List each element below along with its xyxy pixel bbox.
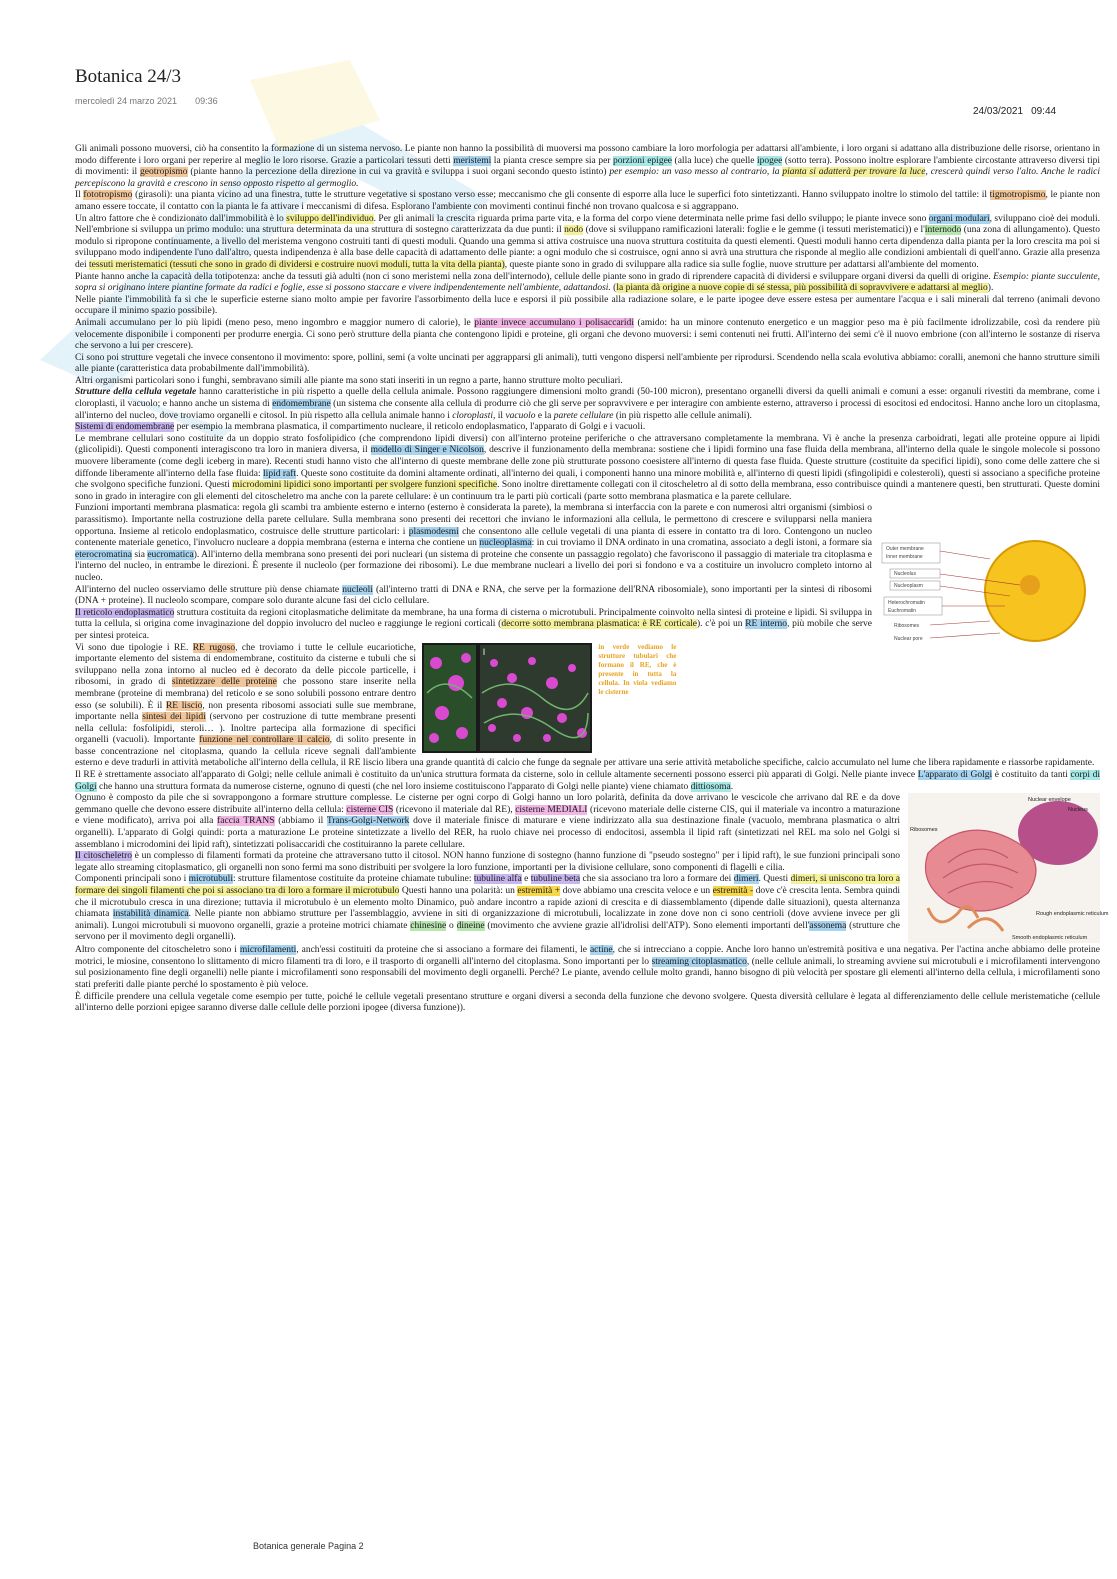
golgi-label-ser: Smooth endoplasmic reticulum: [1012, 935, 1088, 942]
created-date: mercoledì 24 marzo 2021: [75, 96, 178, 106]
paragraph: Altro componente del citoscheletro sono i microfilamenti, anch'essi costituiti da proteine che si associano a formare dei filamenti, le actine, che si intrecciano a coppie. Anche loro hanno un'estremità positiva e una negativa. Per l'actina anche abbiamo delle proteine motrici, le miosine, consentono lo slittamento di micro filamenti tra di loro, e il trasporto di organelli all'interno del citoplasma. Sono importanti per lo streaming citoplasmatico, (nelle cellule animali, lo streaming avviene sui microtubuli e i microfilamenti intervengono sul posizionamento fine degli organelli) nelle piante i microfilamenti sono responsabili del movimento degli organelli. Perché? Le piante, avendo cellule molto grandi, hanno bisogno di più velocità per spostare gli elementi all'interno della cellula, i microfilamenti sono stati preferiti dalle piante perché lo spostamento è più veloce.: [75, 945, 1100, 991]
created-timestamp: [75, 96, 218, 106]
cell-label-eu: Euchromatin: [888, 608, 917, 615]
paragraph: Vi sono due tipologie i RE. RE rugoso, che troviamo i tutte le cellule eucariotiche, importante elemento del sistema di endomembrane, costituito da cisterne e tubuli che si sviluppano nella zona intorno al nucleo ed è decorato da delle piccole particelle, i ribosomi, in grado di sintetizzare delle proteine che possono stare inserite nella membrane (proteine di membrana) del reticolo e se sono solubili possono entrare dentro esso (se solubili). È il RE liscio, non presenta ribosomi associati sulle sue membrane, importante nella sintesi dei lipidi (servono per costruzione di tutte membrane presenti nella cellula: fosfolipidi, steroli… ). Inoltre partecipa alla formazione di specifici organelli (vacuoli). Importante funzione nel controllare il calcio, di solito presente in basse concentrazione nel citoplasma, quando la cellula riceve segnali dall'ambiente esterno e deve tradurli in attività metaboliche all'interno della cellula, il RE liscio libera una grande quantità di calcio che funge da segnale per attivare una serie attività metaboliche specifiche, calcio accumulato nel lume che libera rapidamente e riassorbe rapidamente.: [75, 642, 1095, 769]
paragraph: È difficile prendere una cellula vegetale come esempio per tutte, poiché le cellule vegetali presentano strutture e organi diversi a seconda della funzione che devono svolgere. Questa diversità cellulare è legata al differenziamento delle cellule meristematiche (cellule all'interno delle porzioni epigee saranno diverse dalle cellule delle porzioni ipogee (diversa funzione)).: [75, 991, 1100, 1014]
paragraph: Strutture della cellula vegetale hanno caratteristiche in più rispetto a quelle della cellula animale. Possono raggiungere dimensioni molto grandi (50-100 micron), presentano organelli diversi da quelli animali e comuni a esse: organuli rivestiti da membrane, come i cloroplasti, il vacuolo; e hanno anche un sistema di endomembrane (un sistema che consente alla cellula di produrre ciò che gli serve per sopravvivere e per interagire con ambiente esterno, attraverso i processi di esocitosi ed endocitosi. Hanno anche loro un citoplasma, all'interno del nucleo, dove troviamo organelli e citosol. In più rispetto alla cellula animale hanno i cloroplasti, il vacuolo e la parete cellulare (in più rispetto alle cellule animali).: [75, 387, 1100, 421]
golgi-label-ribosomes: Ribosomes: [910, 827, 938, 834]
paragraph: Ognuno è composto da pile che si sovrappongono a formare strutture complesse. Le cisterne per ogni corpo di Golgi hanno un loro polarità, definita da dove arrivano le vescicole che arrivano dal RE e da dove gemmano quelle che devono essere distribuite all'interno della cellula: cisterne CIS (ricevono il materiale dal RE), cisterne MEDIALI (ricevono materiale delle cisterne CIS, qui il materiale va incontro a maturazione e viene modificato), arriva poi alla faccia TRANS (abbiamo il Trans-Golgi-Network dove il materiale finisce di maturare e viene indirizzato alla sua destinazione finale (vacuolo, membrana plasmatica o altri organelli). L'apparato di Golgi quindi: porta a maturazione Le proteine sintetizzate a livello del RER, ha ruolo chiave nei processo di endocitosi, assembla il lipid raft (sintetizzati nel REL ma solo nel Golgi si assemblano i microdomini dei lipid raft), sintetizzati polisaccaridi che costituiranno la parete cellulare.: [75, 793, 901, 850]
paragraph: Le membrane cellulari sono costituite da un doppio strato fosfolipidico (che comprendono lipidi diversi) con all'interno proteine periferiche o che attraversano completamente la membrana. Vi è anche la presenza carboidrati, legati alle proteine oppure ai lipidi (glicolipidi). Questi componenti interagiscono tra loro in maniera diversa, il modello di Singer e Nicolson, descrive il funzionamento della membrana: sostiene che i lipidi formino una fase fluida della membrana, all'interno della quale le singole molecole si possono muovere liberamente (come degli iceberg in mare). Recenti studi hanno visto che all'interno di queste membrane delle zone più strutturate possono coesistere all'interno di questa fase fluida. Queste strutture (costituite da specifici lipidi), sono come delle zattere che si diffonde liberamente all'interno della fase fluida: lipid raft. Queste sono costituite da domini altamente ordinati, all'interno dei quali, i componenti hanno una minore mobilità e, all'interno di questi lipidi (sfingolipidi e colesteroli), questi si associano a specifiche proteine che svolgono specifiche funzioni. Questi microdomini lipidici sono importanti per svolgere funzioni specifiche. Sono inoltre direttamente collegati con il citoscheletro al di sotto della membrana, esso contribuisce quindi a mantenere questi, ben strutturati. Queste domini sono in grado in interagire con gli elementi del citoscheletro ma anche con la parete cellulare: è un continuum tra le parti più corticali (parte sotto membrana plasmatica e la parete cellulare.: [75, 433, 1100, 502]
page-footer: Botanica generale Pagina 2: [253, 1541, 364, 1551]
paragraph: Un altro fattore che è condizionato dall'immobilità è lo sviluppo dell'individuo. Per gli animali la crescita riguarda prima parte vita, e la forma del corpo viene determinata nelle prime fasi dello sviluppo; le piante invece sono organi modulari, sviluppano cioè dei moduli. Nell'embrione si sviluppa un primo modulo: una struttura determinata da una struttura di sostegno caratterizzata da due punti: il nodo (dove si sviluppano ramificazioni laterali: foglie e le gemme (i tessuti meristematici)) e l'internodo (una zona di allungamento). Questo modulo si ripropone continuamente, a livello del meristema vengono costruiti tanti di questi moduli. Quando una gemma si attiva costruisce una nuova struttura costituita da questi elementi. Questi moduli hanno certa dipendenza dalla pianta per la loro crescita ma poi si sviluppano modo indipendente l'uno dall'altro, questa indipendenza è alla base delle capacità di adattamento delle piante: a ogni modulo che si costruisce, ogni anno si avrà una struttura che risponde al meglio alle condizioni ambientali di quell'anno. Grazie alla presenza dei tessuti meristematici (tessuti che sono in grado di dividersi e costruire nuovi moduli, tutta la vita della pianta), queste piante sono in grado di sviluppare alla radice sia sulle foglie, nuove strutture per adattarsi all'ambiente del momento.: [75, 213, 1100, 270]
nucleus-diagram: [880, 541, 1100, 645]
page-title: Botanica 24/3: [75, 66, 182, 87]
cell-label-ribosomes: Ribosomes: [894, 623, 920, 630]
section-golgi: [75, 793, 1109, 945]
cell-label-nucleoplasm: Nucleoplasm: [894, 583, 923, 590]
paragraph: Il fototropismo (girasoli): una pianta vicino ad una finestra, tutte le strutture vegetative si spostano verso esse; meccanismo che gli consente di esporre alla luce le superfici foto sintetizzanti. Hanno sviluppato inoltre lo stimolo del tattile: il tigmotropismo, le piante non amano essere toccate, il contatto con la pianta le fa attivare i meccanismi di difesa. Esplorano l'ambiente con movimenti continui finché non trovano qualcosa e si aggrappano.: [75, 190, 1100, 212]
paragraph: Gli animali possono muoversi, ciò ha consentito la formazione di un sistema nervoso. Le piante non hanno la possibilità di muoversi ma possono cambiare la loro morfologia per adattarsi all'ambiente, i loro organi si adattano alla distribuzione delle risorse, orientano in modo differente i loro organi per reperire al meglio le loro risorse. Grazie a particolari tessuti detti meristemi la pianta cresce sempre sia per porzioni epigee (alla luce) che quelle ipogee (sotto terra). Possono inoltre esplorare l'ambiente circostante attraverso diversi tipi di movimenti: il geotropismo (piante hanno la percezione della direzione in cui va gravità e sviluppa i suoi organi secondo questo istinto) per esempio: un vaso messo al contrario, la pianta si adatterà per trovare la luce, crescerà quindi verso l'alto. Anche le radici percepiscono la gravità e crescono in senso opposto rispetto al germoglio.: [75, 144, 1101, 189]
paragraph: Nelle piante l'immobilità fa sì che le superficie esterne siano molto ampie per favorire l'assorbimento della luce e esporsi il più possibile alla radiazione solare, e le parte ipogee deve essere estesa per aumentare l'acqua e i sali minerali dal terreno (animali devono occupare il minimo spazio possibile).: [75, 294, 1100, 317]
modified-time: 09:44: [1031, 106, 1057, 117]
golgi-label-envelope: Nuclear envelope: [1028, 797, 1071, 804]
paragraph: Il reticolo endoplasmatico struttura costituita da regioni citoplasmatiche delimitate da membrane, ha una forma di cisterna o microtubuli. Principalmente coinvolto nella sintesi di proteine e lipidi. Si sviluppa in tutta la cellula, si origina come invaginazione del doppio involucro del nucleo e raggiunge le regioni corticali (decorre sotto membrana plasmatica: è RE corticale). c'è poi un RE interno, più mobile che serve per sintesi proteica.: [75, 607, 872, 641]
golgi-label-nucleus: Nucleus: [1068, 807, 1088, 814]
modified-timestamp: [973, 106, 1056, 117]
paragraph: Funzioni importanti membrana plasmatica: regola gli scambi tra ambiente esterno e interno (esterno è considerata la parete), la membrana si interfaccia con la parete e con numerosi altri organismi (simbiosi o parassitismo). Importante nella costruzione della parete cellulare. Sulla membrana sono presenti dei recettori che inviano le informazioni alla cellula, le permettono di crescere e svilupparsi nella maniera opportuna. Insieme al reticolo endoplasmatico, costruisce delle strutture particolari: i plasmodesmi che consentono alle cellule vegetali di una pianta di essere in contatto tra di loro. Contengono un nucleo contenente materiale genetico, l'involucro nucleare a doppia membrana (esterna e interna che contiene un nucleoplasma: in cui troviamo il DNA ordinato in una cromatina, associato a degli istoni, a formare sia eterocromatina sia eucromatica). All'interno della membrana sono presenti dei pori nucleari (un sistema di proteine che consente un passaggio regolato) che favoriscono il passaggio di materiale tra citoplasma e l'interno del nucleo, in entrambe le direzioni. È presente il nucleolo (per formazione dei ribosomi). Le due membrane nucleari a livello dei pori si fondono e va a costituire un involucro completo intorno al nucleo.: [75, 503, 873, 583]
cell-label-hetero: Heterochromatin: [888, 600, 925, 607]
paragraph: Ci sono poi strutture vegetali che invece consentono il movimento: spore, pollini, semi (a volte uncinati per aggrapparsi gli animali), tutti vengono dispersi nell'ambiente per riprodursi. Scendendo nella scala evolutiva abbiamo: coralli, anemoni che hanno strutture simili alle piante (caratteristica data probabilmente dall'immobilità).: [75, 352, 1100, 375]
paragraph: All'interno del nucleo osserviamo delle strutture più dense chiamate nucleoli (all'interno tratti di DNA e RNA, che serve per la formazione dell'RNA ribosomiale), sono importanti per la sintesi di ribosomi (DNA + proteine). Il nucleolo scompare, compare solo durante alcune fasi del ciclo cellulare.: [75, 584, 872, 607]
paragraph: Il citoscheletro è un complesso di filamenti formati da proteine che attraversano tutto il citosol. NON hanno funzione di sostegno (hanno funzione di "pseudo sostegno" per i lipid raft), le sue funzioni principali sono legate allo streaming citoplasmatico, gli organelli non sono fermi ma sono distribuiti per svolgere la loro funzione, importanti per la divisione cellulare, sono componenti di flagelli e cilia.: [75, 851, 900, 873]
cell-label-outer: Outer membrane: [886, 546, 924, 553]
note-body: [75, 144, 1109, 1015]
er-figure: [422, 643, 752, 753]
paragraph: Il RE è strettamente associato all'apparato di Golgi; nelle cellule animali è costituito da un'unica struttura formata da cisterne, solo in cellule altamente secernenti possono esserci più apparati di Golgi. Nelle piante invece L'apparato di Golgi è costituito da tanti corpi di Golgi che hanno una struttura formata da numerose cisterne, ognuno di questi (che nel loro insieme costituiscono l'apparato di Golgi nelle piante) viene chiamato dittiosoma.: [75, 770, 1100, 792]
er-caption: in verde vediamo le strutture tubulari che formano il RE, che è presente in tutta la cellula. In viola vediamo le cisterne: [598, 642, 677, 696]
modified-date: 24/03/2021: [973, 106, 1024, 117]
cell-label-pore: Nuclear pore: [894, 636, 923, 643]
paragraph: Altri organismi particolari sono i funghi, sembravano simili alle piante ma sono stati inseriti in un regno a parte, hanno strutture molto peculiari.: [75, 375, 623, 386]
cell-label-nucleolus: Nucleolus: [894, 571, 916, 578]
micrograph-mark: l: [483, 646, 485, 657]
er-micrograph: [422, 643, 592, 753]
paragraph: Sistemi di endomembrane per esempio la membrana plasmatica, il compartimento nucleare, il reticolo endoplasmatico, l'apparato di Golgi e i vacuoli.: [75, 422, 646, 433]
created-time: 09:36: [195, 96, 218, 106]
paragraph: Animali accumulano per lo più lipidi (meno peso, meno ingombro e maggior numero di calorie), le piante invece accumulano i polisaccaridi (amido: ha un minore contenuto energetico e un maggior peso ma è più facilmente idrolizzabile, così da rendere più velocemente disponibile i componenti per produrre energia. Ci sono però strutture della pianta che contengono lipidi e proteine, gli organi che devono muoversi: i semi contenuti nei frutti. All'interno dei semi c'è il nuovo embrione (con all'interno le sostanze di riserva che servono a lui per crescere).: [75, 317, 1100, 352]
paragraph: Piante hanno anche la capacità della totipotenza: anche da tessuti già adulti (non ci sono meristemi nella zona dell'internodo), cellule delle piante sono in grado di riprendere capacità di dividersi e sviluppare organi diversi da quelli di origine. Esempio: piante succulente, sopra si originano intere piantine formate da radici e foglie, esse si possono staccare e vivere indipendentemente nell'ambiente, adattandosi. (la pianta dà origine a nuove copie di sé stessa, più possibilità di sopravvivere e adattarsi al meglio).: [75, 271, 1101, 294]
golgi-er-diagram: [908, 793, 1109, 943]
golgi-label-rer: Rough endoplasmic reticulum: [1036, 911, 1109, 918]
section-nucleus: [75, 503, 1100, 770]
cell-label-inner: Inner membrane: [886, 554, 923, 561]
paragraph: Componenti principali sono i microtubuli: strutture filamentose costituite da proteine chiamate tubuline: tubuline alfa e tubuline beta che sia associano tra loro a formare dei dimeri. Questi dimeri, si uniscono tra loro a formare dei singoli filamenti che poi si associano tra di loro a formare il microtubulo Questi hanno una polarità: un estremità + dove abbiamo una crescita veloce e un estremità - dove c'è crescita lenta. Sembra quindi che il microtubulo cresca in una direzione; tuttavia il microtubulo è un elemento molto Dinamico, può andare incontro a rapide azioni di crescita e di diassemblamento (dipende dalle situazioni), questa alternanza chiamata instabilità dinamica. Nelle piante non abbiamo strutture per l'assemblaggio, avviene in siti di organizzazione di microtubuli, localizzate in zone dove non ci sono centrioli (dove avviene invece per gli animali). Lungoi microtubuli si muovono organelli, grazie a proteine motrici chiamate chinesine o dineine (movimento che avviene grazie all'idrolisi dell'ATP). Sono elementi importanti dell'assonema (strutture che servono per il movimento degli organelli).: [75, 874, 901, 943]
